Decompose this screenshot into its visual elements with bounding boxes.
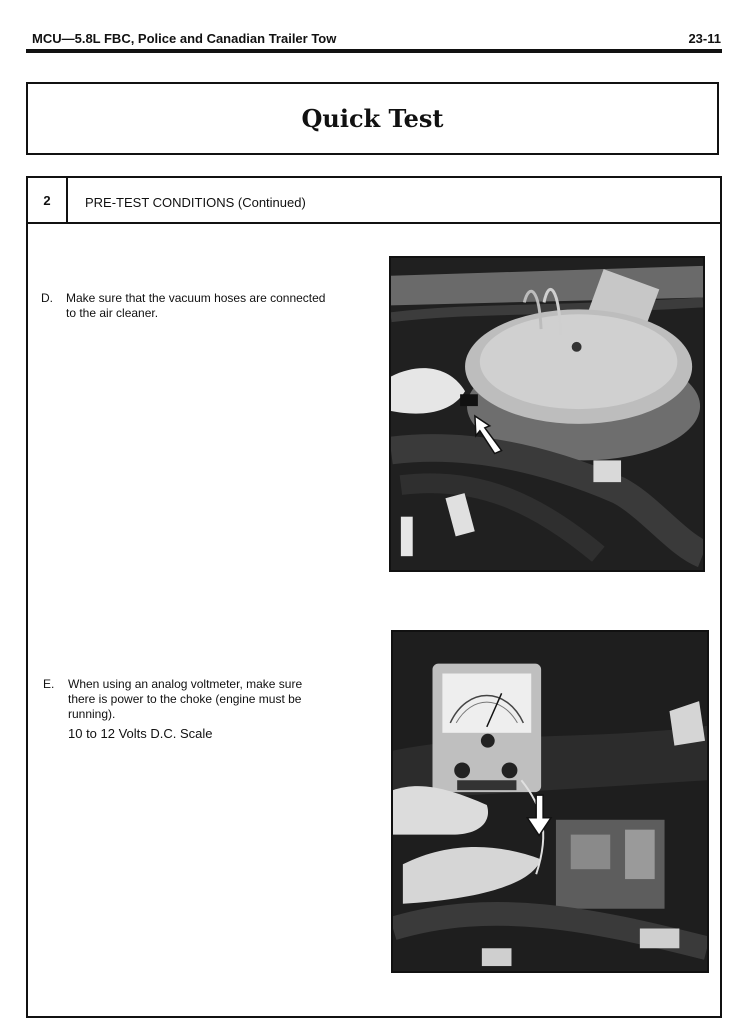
- item-e-text: When using an analog voltmeter, make sure there is power to the choke (engine must be running).: [68, 677, 303, 721]
- page-number: 23-11: [688, 31, 721, 46]
- item-e-marker: E.: [43, 677, 55, 691]
- item-e: [43, 677, 330, 741]
- step-header: [28, 178, 720, 224]
- air-cleaner-vacuum-hoses-photo: [389, 256, 705, 572]
- item-d-marker: D.: [41, 291, 53, 305]
- voltmeter-choke-test-photo: [391, 630, 709, 973]
- running-header-title: MCU—5.8L FBC, Police and Canadian Trailer Tow: [32, 31, 337, 46]
- header-rule: [26, 49, 722, 53]
- item-d-text: Make sure that the vacuum hoses are connected to the air cleaner.: [66, 291, 326, 320]
- page-title: Quick Test: [301, 104, 444, 133]
- step-number: 2: [28, 178, 68, 222]
- item-d: [41, 291, 328, 321]
- title-box: [26, 82, 719, 155]
- step-title: PRE-TEST CONDITIONS (Continued): [85, 195, 306, 210]
- item-e-note: 10 to 12 Volts D.C. Scale: [68, 726, 213, 741]
